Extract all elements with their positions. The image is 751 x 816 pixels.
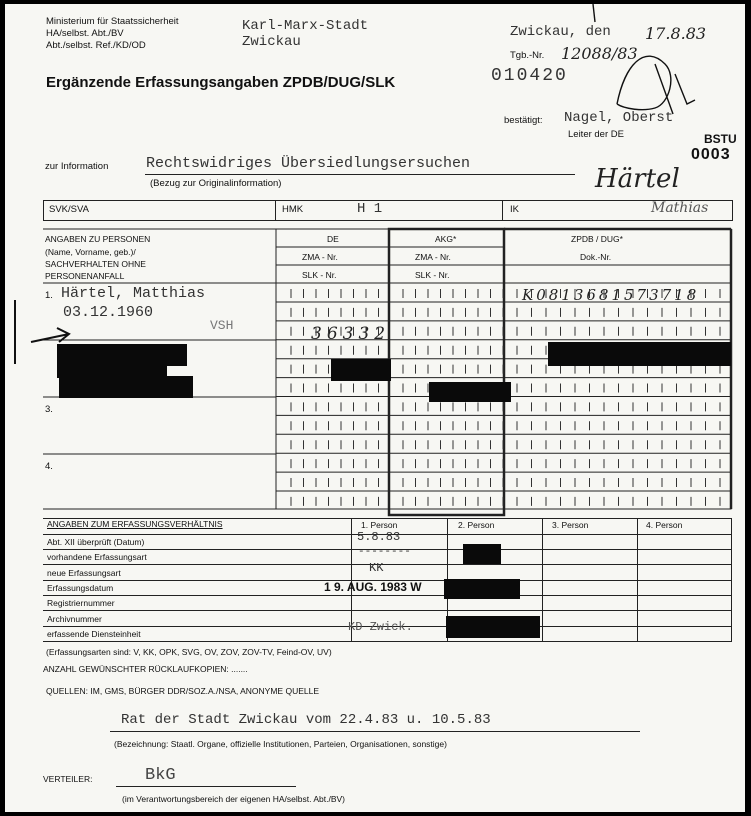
reg-office: KD Zwick. <box>348 620 413 634</box>
document-sheet <box>5 4 745 812</box>
info-label: zur Information <box>45 161 109 172</box>
record-number: 010420 <box>491 66 568 86</box>
distribution-note: (im Verantwortungsbereich der eigenen HA/selbst. Abt./BV) <box>122 794 346 804</box>
registration-row-line <box>43 595 731 596</box>
reg-col-3: 3. Person <box>552 520 589 530</box>
redaction <box>59 376 193 398</box>
col-akg: AKG* <box>435 234 457 244</box>
redaction <box>429 382 511 402</box>
redaction <box>446 616 540 638</box>
district-town: Zwickau <box>242 34 301 50</box>
ik-label: IK <box>510 204 519 215</box>
reg-existing-type: -------- <box>358 546 411 558</box>
registration-row-line <box>43 610 731 611</box>
bstu-stamp: BSTU <box>704 132 737 146</box>
distribution-underline <box>116 786 296 787</box>
col-akg-zma: ZMA - Nr. <box>415 252 451 262</box>
district-city: Karl-Marx-Stadt <box>242 18 369 34</box>
redaction <box>463 544 501 564</box>
col-de: DE <box>327 234 339 244</box>
reg-col-4: 4. Person <box>646 520 683 530</box>
tgb-number: 12088/83 <box>561 44 638 63</box>
copies-label: ANZAHL GEWÜNSCHTER RÜCKLAUFKOPIEN: ....... <box>43 664 248 674</box>
redaction <box>331 359 391 381</box>
redaction <box>57 344 187 366</box>
hmk-value: H 1 <box>357 201 383 217</box>
col-zpdb: ZPDB / DUG* <box>571 234 623 244</box>
dok-number: K0813681573718 <box>522 286 700 304</box>
dept-ref-label: Abt./selbst. Ref./KD/OD <box>46 40 146 51</box>
registration-col-line <box>542 518 543 641</box>
info-note: (Bezug zur Originalinformation) <box>150 178 282 189</box>
col-de-slk: SLK - Nr. <box>302 270 337 280</box>
source-note: (Bezeichnung: Staatl. Organe, offizielle Institutionen, Parteien, Organisationen, sonstige) <box>114 739 447 749</box>
tgb-label: Tgb.-Nr. <box>510 50 545 61</box>
de-zma-digits: 36332 <box>311 324 391 344</box>
col-de-zma: ZMA - Nr. <box>302 252 338 262</box>
reg-checked-date: 5.8.83 <box>357 530 401 544</box>
date-value: 17.8.83 <box>645 24 707 43</box>
hmk-label: HMK <box>282 204 304 215</box>
distribution-value: BkG <box>145 766 176 785</box>
person-1-birthdate: 03.12.1960 <box>63 304 154 321</box>
registration-row-label: vorhandene Erfassungsart <box>47 552 147 563</box>
person-4-number: 4. <box>45 461 53 472</box>
sources-label: QUELLEN: IM, GMS, BÜRGER DDR/SOZ.A./NSA, ANONYME QUELLE <box>46 686 320 696</box>
col-zpdb-dok: Dok.-Nr. <box>580 252 612 262</box>
registration-row-label: erfassende Diensteinheit <box>47 628 141 639</box>
info-value: Rechtswidriges Übersiedlungsersuchen <box>146 155 471 172</box>
persons-heading-2: (Name, Vorname, geb.)/ <box>45 247 136 257</box>
redaction <box>444 579 520 599</box>
ik-value: Mathias <box>651 200 709 216</box>
bstu-page-number: 0003 <box>691 146 731 163</box>
place-date-prefix: Zwickau, den <box>510 24 611 40</box>
persons-heading-1: ANGABEN ZU PERSONEN <box>45 234 151 244</box>
col-akg-slk: SLK - Nr. <box>415 270 450 280</box>
ministry-label: Ministerium für Staatssicherheit <box>46 16 179 27</box>
person-1-name: Härtel, Matthias <box>61 285 206 302</box>
persons-heading-4: PERSONENANFALL <box>45 271 125 281</box>
svk-label: SVK/SVA <box>49 204 89 215</box>
registration-row-line <box>43 564 731 565</box>
persons-heading-3: SACHVERHALTEN OHNE <box>45 259 146 269</box>
registration-col-line <box>637 518 638 641</box>
registration-row-line <box>43 641 731 642</box>
registration-row-label: Abt. XII überprüft (Datum) <box>47 537 145 547</box>
source-underline <box>110 731 640 732</box>
registration-row-label: Archivnummer <box>47 613 102 624</box>
confirmed-by: Nagel, Oberst <box>564 110 674 126</box>
registration-heading: ANGABEN ZUM ERFASSUNGSVERHÄLTNIS <box>47 519 223 529</box>
distribution-label: VERTEILER: <box>43 774 93 784</box>
dept-label: HA/selbst. Abt./BV <box>46 28 124 39</box>
types-note: (Erfassungsarten sind: V, KK, OPK, SVG, OV, ZOV, ZOV-TV, Feind-OV, UV) <box>46 647 332 657</box>
source-value: Rat der Stadt Zwickau vom 22.4.83 u. 10.5.83 <box>121 712 491 728</box>
redaction <box>548 342 731 366</box>
head-of-de-label: Leiter der DE <box>568 129 624 140</box>
reg-date-stamp: 1 9. AUG. 1983 W <box>324 580 422 594</box>
handwritten-surname: Härtel <box>595 164 680 194</box>
registration-row-label: Erfassungsdatum <box>47 582 114 593</box>
reg-new-type: KK <box>369 561 384 575</box>
confirmed-label: bestätigt: <box>504 115 543 126</box>
registration-row-label: Registriernummer <box>47 598 115 609</box>
reg-col-2: 2. Person <box>458 520 495 530</box>
form-title: Ergänzende Erfassungsangaben ZPDB/DUG/SLK <box>46 74 396 91</box>
reg-col-1: 1. Person <box>361 520 398 530</box>
person-1-stamp: VSH <box>210 318 234 333</box>
person-3-number: 3. <box>45 404 53 415</box>
registration-row-label: neue Erfassungsart <box>47 567 121 578</box>
person-1-number: 1. <box>45 290 53 301</box>
